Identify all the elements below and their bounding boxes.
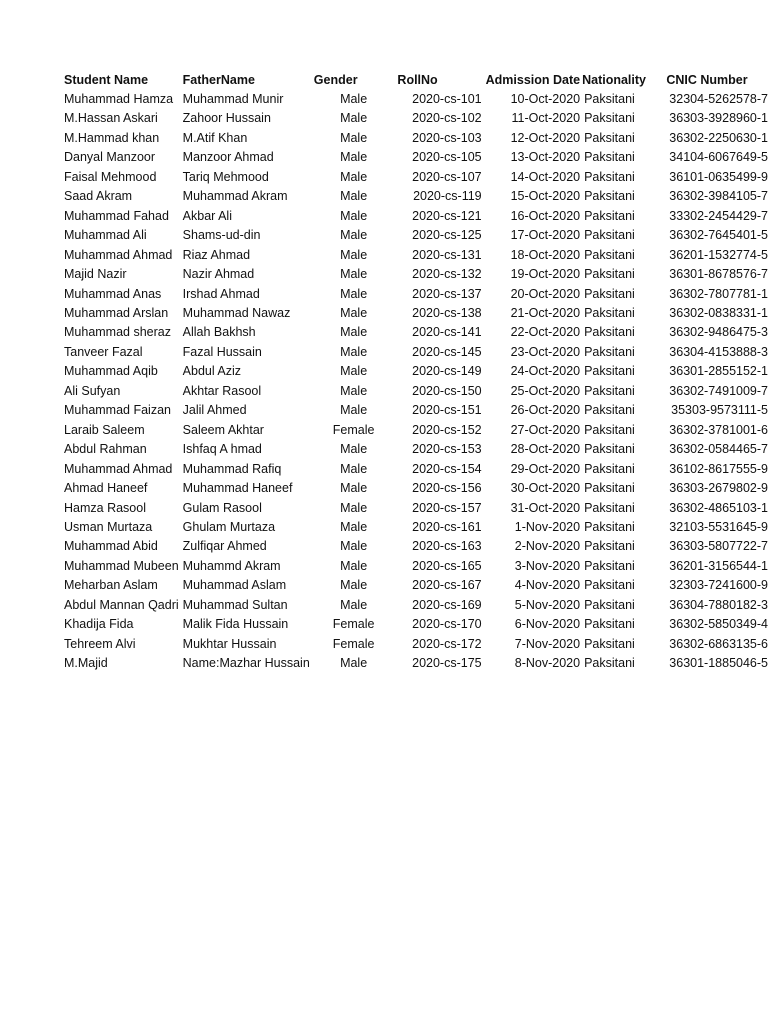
cell-student-name: Usman Murtaza <box>64 519 153 534</box>
cell-gender: Male <box>340 558 368 573</box>
cell-gender: Male <box>340 442 368 457</box>
cell-gender: Male <box>340 656 368 671</box>
cell-cnic-number: 32304-5262578-7 <box>669 92 768 106</box>
table-row <box>60 109 768 128</box>
cell-nationality: Paksitani <box>584 500 635 515</box>
cell-student-name: Tanveer Fazal <box>64 344 143 359</box>
cell-cnic-number: 32303-7241600-9 <box>669 578 768 593</box>
cell-admission-date: 23-Oct-2020 <box>510 344 581 359</box>
cell-student-name: M.Hammad khan <box>64 130 160 145</box>
cell-nationality: Paksitani <box>584 344 635 359</box>
header-student-name: Student Name <box>64 73 149 87</box>
cell-cnic-number: 36102-8617555-9 <box>669 461 768 476</box>
cell-roll-no: 2020-cs-149 <box>412 364 482 379</box>
table-row <box>60 207 768 226</box>
cell-admission-date: 29-Oct-2020 <box>510 461 581 476</box>
cell-father-name: Akhtar Rasool <box>182 383 262 398</box>
cell-admission-date: 12-Oct-2020 <box>510 130 581 145</box>
cell-roll-no: 2020-cs-156 <box>412 481 482 496</box>
cell-roll-no: 2020-cs-132 <box>412 267 482 282</box>
cell-student-name: Muhammad sheraz <box>64 325 171 340</box>
cell-roll-no: 2020-cs-163 <box>412 539 482 554</box>
table-row <box>60 440 768 459</box>
cell-cnic-number: 36304-4153888-3 <box>669 344 768 359</box>
table-row <box>60 401 768 420</box>
cell-student-name: Majid Nazir <box>64 267 127 282</box>
cell-admission-date: 30-Oct-2020 <box>510 481 581 496</box>
table-row <box>60 479 768 498</box>
cell-nationality: Paksitani <box>584 578 635 593</box>
cell-nationality: Paksitani <box>584 558 635 573</box>
cell-nationality: Paksitani <box>584 383 635 398</box>
cell-father-name: Akbar Ali <box>182 208 232 223</box>
cell-admission-date: 26-Oct-2020 <box>510 403 581 418</box>
cell-father-name: Tariq Mehmood <box>182 169 269 184</box>
cell-father-name: Muhammd Akram <box>182 558 281 573</box>
cell-nationality: Paksitani <box>584 597 635 612</box>
cell-cnic-number: 36201-3156544-1 <box>669 558 768 573</box>
cell-admission-date: 4-Nov-2020 <box>514 578 581 593</box>
cell-gender: Male <box>340 111 368 126</box>
cell-roll-no: 2020-cs-161 <box>412 519 482 534</box>
cell-student-name: Tehreem Alvi <box>64 636 136 651</box>
cell-gender: Male <box>340 481 368 496</box>
cell-father-name: Gulam Rasool <box>182 500 262 515</box>
cell-roll-no: 2020-cs-154 <box>412 461 482 476</box>
table-row <box>60 654 768 673</box>
cell-cnic-number: 36303-2679802-9 <box>669 481 768 496</box>
header-cnic-number: CNIC Number <box>666 73 748 87</box>
table-row <box>60 518 768 537</box>
cell-roll-no: 2020-cs-125 <box>412 228 482 243</box>
table-row <box>60 304 768 323</box>
table-row <box>60 635 768 654</box>
cell-roll-no: 2020-cs-101 <box>412 92 482 106</box>
cell-cnic-number: 36302-2250630-1 <box>669 130 768 145</box>
cell-student-name: Muhammad Fahad <box>64 208 169 223</box>
cell-father-name: Jalil Ahmed <box>182 403 247 418</box>
cell-student-name: Hamza Rasool <box>64 500 146 515</box>
table-row <box>60 596 768 615</box>
cell-father-name: Muhammad Aslam <box>182 578 287 593</box>
table-row <box>60 226 768 245</box>
cell-gender: Male <box>340 403 368 418</box>
cell-gender: Male <box>340 539 368 554</box>
cell-roll-no: 2020-cs-151 <box>412 403 482 418</box>
cell-student-name: Saad Akram <box>64 189 133 204</box>
cell-nationality: Paksitani <box>584 364 635 379</box>
cell-nationality: Paksitani <box>584 305 635 320</box>
cell-gender: Male <box>340 305 368 320</box>
header-nationality: Nationality <box>582 73 646 87</box>
cell-cnic-number: 36302-9486475-3 <box>669 325 768 340</box>
cell-nationality: Paksitani <box>584 461 635 476</box>
cell-roll-no: 2020-cs-170 <box>412 617 482 632</box>
cell-cnic-number: 36302-3984105-7 <box>669 189 768 204</box>
cell-father-name: Fazal Hussain <box>182 344 262 359</box>
header-gender: Gender <box>313 73 358 87</box>
cell-gender: Female <box>332 617 375 632</box>
cell-cnic-number: 36201-1532774-5 <box>669 247 768 262</box>
table-row <box>60 557 768 576</box>
cell-gender: Male <box>340 267 368 282</box>
cell-father-name: Muhammad Rafiq <box>182 461 282 476</box>
cell-nationality: Paksitani <box>584 92 635 106</box>
cell-cnic-number: 34104-6067649-5 <box>669 150 768 165</box>
cell-roll-no: 2020-cs-103 <box>412 130 482 145</box>
cell-admission-date: 3-Nov-2020 <box>514 558 581 573</box>
cell-roll-no: 2020-cs-121 <box>412 208 482 223</box>
cell-father-name: Malik Fida Hussain <box>182 617 289 632</box>
cell-roll-no: 2020-cs-175 <box>412 656 482 671</box>
cell-nationality: Paksitani <box>584 617 635 632</box>
cell-gender: Male <box>340 344 368 359</box>
cell-admission-date: 24-Oct-2020 <box>510 364 581 379</box>
cell-gender: Male <box>340 597 368 612</box>
table-row <box>60 576 768 595</box>
table-row <box>60 362 768 381</box>
table-body <box>60 90 768 674</box>
cell-father-name: Abdul Aziz <box>182 364 242 379</box>
cell-roll-no: 2020-cs-137 <box>412 286 482 301</box>
cell-father-name: Muhammad Sultan <box>182 597 288 612</box>
cell-nationality: Paksitani <box>584 656 635 671</box>
cell-student-name: Laraib Saleem <box>64 422 145 437</box>
cell-roll-no: 2020-cs-169 <box>412 597 482 612</box>
cell-admission-date: 7-Nov-2020 <box>514 636 581 651</box>
table-row <box>60 615 768 634</box>
cell-student-name: Muhammad Mubeen <box>64 558 179 573</box>
cell-student-name: Abdul Mannan Qadri <box>64 597 179 612</box>
table-row <box>60 343 768 362</box>
cell-admission-date: 19-Oct-2020 <box>510 267 581 282</box>
cell-gender: Male <box>340 228 368 243</box>
cell-admission-date: 28-Oct-2020 <box>510 442 581 457</box>
cell-father-name: Nazir Ahmad <box>182 267 255 282</box>
cell-student-name: Danyal Manzoor <box>64 150 156 165</box>
table-row <box>60 148 768 167</box>
cell-admission-date: 2-Nov-2020 <box>514 539 581 554</box>
cell-cnic-number: 36302-7491009-7 <box>669 383 768 398</box>
cell-admission-date: 10-Oct-2020 <box>510 92 581 106</box>
table-row <box>60 499 768 518</box>
cell-father-name: Zahoor Hussain <box>182 111 271 126</box>
cell-nationality: Paksitani <box>584 442 635 457</box>
header-row <box>60 70 768 90</box>
cell-cnic-number: 32103-5531645-9 <box>669 519 768 534</box>
cell-roll-no: 2020-cs-105 <box>412 150 482 165</box>
cell-nationality: Paksitani <box>584 150 635 165</box>
cell-roll-no: 2020-cs-138 <box>412 305 482 320</box>
cell-student-name: Faisal Mehmood <box>64 169 157 184</box>
table-row <box>60 421 768 440</box>
table-row <box>60 382 768 401</box>
cell-father-name: Manzoor Ahmad <box>182 150 274 165</box>
cell-nationality: Paksitani <box>584 228 635 243</box>
cell-admission-date: 15-Oct-2020 <box>510 189 581 204</box>
cell-father-name: Zulfiqar Ahmed <box>182 539 267 554</box>
cell-gender: Male <box>340 325 368 340</box>
cell-student-name: Muhammad Ali <box>64 228 147 243</box>
cell-gender: Male <box>340 92 368 106</box>
cell-cnic-number: 36303-5807722-7 <box>669 539 768 554</box>
cell-nationality: Paksitani <box>584 208 635 223</box>
cell-student-name: Muhammad Arslan <box>64 305 169 320</box>
cell-roll-no: 2020-cs-172 <box>412 636 482 651</box>
cell-nationality: Paksitani <box>584 636 635 651</box>
cell-nationality: Paksitani <box>584 539 635 554</box>
cell-cnic-number: 35303-9573111-5 <box>671 403 768 418</box>
cell-gender: Male <box>340 150 368 165</box>
cell-gender: Male <box>340 519 368 534</box>
table-row <box>60 129 768 148</box>
cell-father-name: Shams-ud-din <box>182 228 261 243</box>
cell-gender: Male <box>340 247 368 262</box>
cell-cnic-number: 36302-7645401-5 <box>669 228 768 243</box>
cell-father-name: Riaz Ahmad <box>182 247 251 262</box>
cell-gender: Male <box>340 169 368 184</box>
cell-cnic-number: 36302-0838331-1 <box>669 305 768 320</box>
cell-cnic-number: 36303-3928960-1 <box>669 111 768 126</box>
cell-student-name: Ali Sufyan <box>64 383 121 398</box>
cell-roll-no: 2020-cs-153 <box>412 442 482 457</box>
cell-nationality: Paksitani <box>584 422 635 437</box>
cell-cnic-number: 36301-8678576-7 <box>669 267 768 282</box>
cell-nationality: Paksitani <box>584 130 635 145</box>
cell-admission-date: 1-Nov-2020 <box>514 519 581 534</box>
cell-gender: Female <box>332 636 375 651</box>
cell-admission-date: 5-Nov-2020 <box>514 597 581 612</box>
cell-nationality: Paksitani <box>584 111 635 126</box>
cell-student-name: Muhammad Aqib <box>64 364 158 379</box>
cell-roll-no: 2020-cs-141 <box>412 325 482 340</box>
cell-student-name: Muhammad Ahmad <box>64 247 173 262</box>
cell-nationality: Paksitani <box>584 267 635 282</box>
table-row <box>60 168 768 187</box>
cell-roll-no: 2020-cs-145 <box>412 344 482 359</box>
cell-nationality: Paksitani <box>584 169 635 184</box>
cell-father-name: Muhammad Akram <box>182 189 288 204</box>
cell-gender: Male <box>340 208 368 223</box>
cell-roll-no: 2020-cs-102 <box>412 111 482 126</box>
cell-nationality: Paksitani <box>584 403 635 418</box>
cell-nationality: Paksitani <box>584 286 635 301</box>
cell-father-name: Allah Bakhsh <box>182 325 256 340</box>
header-father-name: FatherName <box>182 73 255 87</box>
cell-gender: Male <box>340 130 368 145</box>
cell-father-name: Mukhtar Hussain <box>182 636 277 651</box>
cell-nationality: Paksitani <box>584 325 635 340</box>
table-row <box>60 246 768 265</box>
cell-gender: Male <box>340 578 368 593</box>
cell-student-name: Muhammad Faizan <box>64 403 171 418</box>
cell-student-name: Khadija Fida <box>64 617 134 632</box>
cell-nationality: Paksitani <box>584 247 635 262</box>
cell-cnic-number: 36101-0635499-9 <box>669 169 768 184</box>
cell-admission-date: 6-Nov-2020 <box>514 617 581 632</box>
cell-admission-date: 8-Nov-2020 <box>514 656 581 671</box>
cell-admission-date: 20-Oct-2020 <box>510 286 581 301</box>
cell-nationality: Paksitani <box>584 481 635 496</box>
cell-admission-date: 18-Oct-2020 <box>510 247 581 262</box>
cell-admission-date: 31-Oct-2020 <box>510 500 581 515</box>
cell-student-name: M.Hassan Askari <box>64 111 158 126</box>
cell-admission-date: 16-Oct-2020 <box>510 208 581 223</box>
cell-father-name: Name:Mazhar Hussain <box>182 656 310 671</box>
cell-admission-date: 21-Oct-2020 <box>510 305 581 320</box>
cell-gender: Male <box>340 500 368 515</box>
cell-admission-date: 22-Oct-2020 <box>510 325 581 340</box>
cell-admission-date: 25-Oct-2020 <box>510 383 581 398</box>
cell-roll-no: 2020-cs-131 <box>412 247 482 262</box>
cell-admission-date: 27-Oct-2020 <box>510 422 581 437</box>
cell-father-name: M.Atif Khan <box>182 130 248 145</box>
cell-admission-date: 17-Oct-2020 <box>510 228 581 243</box>
table-row <box>60 323 768 342</box>
cell-roll-no: 2020-cs-107 <box>412 169 482 184</box>
cell-father-name: Saleem Akhtar <box>182 422 264 437</box>
cell-gender: Male <box>340 189 368 204</box>
cell-father-name: Ishfaq A hmad <box>182 442 262 457</box>
table-row <box>60 285 768 304</box>
cell-cnic-number: 36302-0584465-7 <box>669 442 768 457</box>
cell-admission-date: 11-Oct-2020 <box>511 111 581 126</box>
cell-roll-no: 2020-cs-152 <box>412 422 482 437</box>
cell-student-name: Muhammad Abid <box>64 539 158 554</box>
table-row <box>60 460 768 479</box>
cell-gender: Male <box>340 364 368 379</box>
cell-roll-no: 2020-cs-150 <box>412 383 482 398</box>
table-row <box>60 187 768 206</box>
cell-cnic-number: 36302-7807781-1 <box>669 286 768 301</box>
cell-admission-date: 14-Oct-2020 <box>510 169 581 184</box>
cell-gender: Male <box>340 286 368 301</box>
cell-cnic-number: 36301-2855152-1 <box>669 364 768 379</box>
cell-gender: Male <box>340 383 368 398</box>
cell-student-name: Meharban Aslam <box>64 578 158 593</box>
cell-cnic-number: 36302-6863135-6 <box>669 636 768 651</box>
student-table <box>60 70 768 674</box>
header-roll-no: RollNo <box>397 73 438 87</box>
cell-roll-no: 2020-cs-167 <box>412 578 482 593</box>
cell-roll-no: 2020-cs-165 <box>412 558 482 573</box>
cell-cnic-number: 36304-7880182-3 <box>669 597 768 612</box>
cell-student-name: M.Majid <box>64 656 108 671</box>
cell-father-name: Muhammad Nawaz <box>182 305 291 320</box>
table-row <box>60 90 768 109</box>
table-row <box>60 537 768 556</box>
cell-student-name: Muhammad Ahmad <box>64 461 173 476</box>
cell-cnic-number: 36302-4865103-1 <box>669 500 768 515</box>
cell-admission-date: 13-Oct-2020 <box>510 150 581 165</box>
cell-roll-no: 2020-cs-157 <box>412 500 482 515</box>
cell-nationality: Paksitani <box>584 189 635 204</box>
cell-cnic-number: 36302-5850349-4 <box>669 617 768 632</box>
cell-father-name: Irshad Ahmad <box>182 286 260 301</box>
table-row <box>60 265 768 284</box>
cell-cnic-number: 36301-1885046-5 <box>669 656 768 671</box>
cell-gender: Female <box>332 422 375 437</box>
cell-student-name: Muhammad Hamza <box>64 92 174 106</box>
cell-roll-no: 2020-cs-119 <box>413 189 482 204</box>
cell-father-name: Ghulam Murtaza <box>182 519 276 534</box>
cell-student-name: Ahmad Haneef <box>64 481 148 496</box>
cell-cnic-number: 36302-3781001-6 <box>669 422 768 437</box>
cell-gender: Male <box>340 461 368 476</box>
cell-father-name: Muhammad Haneef <box>182 481 293 496</box>
cell-student-name: Muhammad Anas <box>64 286 162 301</box>
cell-student-name: Abdul Rahman <box>64 442 147 457</box>
cell-nationality: Paksitani <box>584 519 635 534</box>
header-admission-date: Admission Date <box>485 73 581 87</box>
cell-father-name: Muhammad Munir <box>182 92 284 106</box>
cell-cnic-number: 33302-2454429-7 <box>669 208 768 223</box>
